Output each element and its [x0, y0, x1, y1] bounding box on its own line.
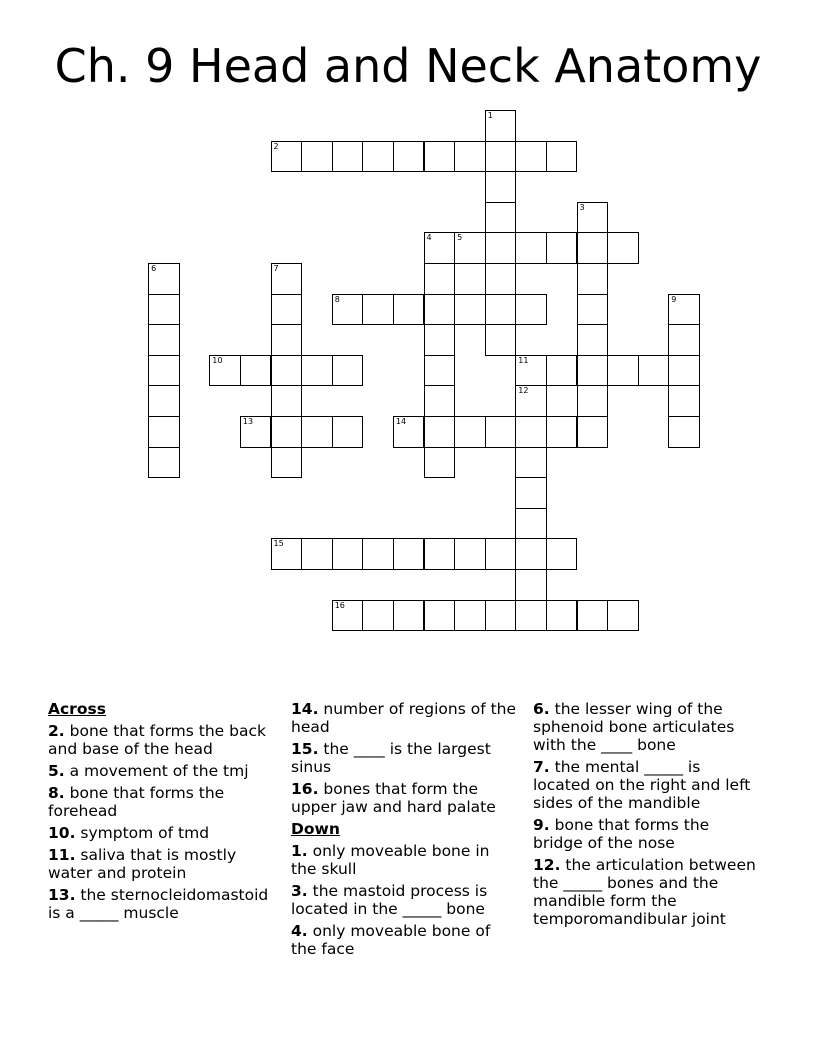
grid-cell[interactable] [148, 416, 180, 448]
grid-cell[interactable] [454, 232, 486, 264]
grid-cell[interactable] [148, 263, 180, 295]
across-clue-8: 8. bone that forms the forehead [48, 784, 225, 820]
grid-cell[interactable] [515, 355, 547, 387]
grid-cell[interactable] [577, 324, 609, 356]
grid-cell[interactable] [668, 324, 700, 356]
grid-cell[interactable] [668, 294, 700, 326]
grid-cell[interactable] [271, 263, 303, 295]
down-clue-12: 12. the articulation between the _____ bones and the mandible form the temporomandibular joint [533, 856, 756, 928]
grid-cell[interactable] [424, 355, 456, 387]
grid-cell[interactable] [271, 447, 303, 479]
grid-cell[interactable] [271, 294, 303, 326]
grid-cell[interactable] [424, 600, 456, 632]
grid-cell[interactable] [148, 294, 180, 326]
grid-cell[interactable] [607, 232, 639, 264]
clue-number: 14 [395, 417, 407, 426]
across-clue-10: 10. symptom of tmd [48, 824, 210, 842]
grid-cell[interactable] [485, 232, 517, 264]
grid-cell[interactable] [454, 294, 486, 326]
clue-column-3 [533, 700, 761, 932]
clue-number: 4 [426, 233, 432, 243]
grid-cell[interactable] [485, 324, 517, 356]
grid-cell[interactable] [301, 141, 333, 173]
grid-cell[interactable] [668, 355, 700, 387]
grid-cell[interactable] [393, 141, 425, 173]
grid-cell[interactable] [424, 324, 456, 356]
grid-cell[interactable] [607, 355, 639, 387]
grid-cell[interactable] [393, 416, 425, 448]
down-clue-9: 9. bone that forms the bridge of the nose [533, 816, 710, 852]
grid-cell[interactable] [332, 416, 364, 448]
grid-cell[interactable] [485, 600, 517, 632]
grid-cell[interactable] [454, 141, 486, 173]
grid-cell[interactable] [485, 294, 517, 326]
grid-cell[interactable] [454, 600, 486, 632]
clue-column-1 [48, 700, 276, 926]
grid-cell[interactable] [424, 141, 456, 173]
clue-number: 6 [151, 264, 157, 273]
grid-cell[interactable] [362, 294, 394, 326]
down-clue-3: 3. the mastoid process is located in the _____ bone [291, 882, 488, 918]
across-clue-16: 16. bones that form the upper jaw and hard palate [291, 780, 496, 816]
grid-cell[interactable] [332, 538, 364, 570]
grid-cell[interactable] [271, 324, 303, 356]
grid-cell[interactable] [577, 416, 609, 448]
grid-cell[interactable] [393, 600, 425, 632]
across-clue-2: 2. bone that forms the back and base of the head [48, 722, 266, 758]
clue-number: 10 [212, 355, 223, 365]
clue-number: 11 [518, 355, 529, 365]
grid-cell[interactable] [454, 538, 486, 570]
grid-cell[interactable] [515, 508, 547, 540]
grid-cell[interactable] [546, 538, 578, 570]
grid-cell[interactable] [485, 171, 517, 203]
across-clue-5: 5. a movement of the tmj [48, 762, 249, 780]
grid-cell[interactable] [607, 600, 639, 632]
down-clue-6: 6. the lesser wing of the sphenoid bone articulates with the ____ bone [533, 700, 735, 754]
grid-cell[interactable] [515, 141, 547, 173]
grid-cell[interactable] [577, 263, 609, 295]
grid-cell[interactable] [424, 385, 456, 417]
grid-cell[interactable] [148, 385, 180, 417]
down-clue-4: 4. only moveable bone of the face [291, 922, 491, 958]
across-clue-15: 15. the ____ is the largest sinus [291, 740, 491, 776]
grid-cell[interactable] [515, 447, 547, 479]
clue-number: 16 [334, 600, 345, 610]
grid-cell[interactable] [271, 385, 303, 417]
grid-cell[interactable] [362, 600, 394, 632]
grid-cell[interactable] [240, 355, 272, 387]
grid-cell[interactable] [271, 538, 303, 570]
grid-cell[interactable] [148, 447, 180, 479]
clue-number: 8 [334, 294, 340, 304]
grid-cell[interactable] [424, 232, 456, 264]
grid-cell[interactable] [332, 141, 364, 173]
grid-cell[interactable] [515, 385, 547, 417]
across-clue-11: 11. saliva that is mostly water and protein [48, 846, 237, 882]
grid-cell[interactable] [546, 141, 578, 173]
grid-cell[interactable] [301, 416, 333, 448]
grid-cell[interactable] [515, 477, 547, 509]
grid-cell[interactable] [301, 538, 333, 570]
clue-column-2 [291, 700, 519, 962]
grid-cell[interactable] [271, 355, 303, 387]
grid-cell[interactable] [454, 416, 486, 448]
grid-cell[interactable] [332, 355, 364, 387]
grid-cell[interactable] [424, 538, 456, 570]
grid-cell[interactable] [546, 355, 578, 387]
grid-cell[interactable] [393, 538, 425, 570]
grid-cell[interactable] [515, 232, 547, 264]
grid-cell[interactable] [332, 600, 364, 632]
grid-cell[interactable] [424, 294, 456, 326]
grid-cell[interactable] [209, 355, 241, 387]
grid-cell[interactable] [424, 416, 456, 448]
grid-cell[interactable] [148, 324, 180, 356]
grid-cell[interactable] [577, 385, 609, 417]
grid-cell[interactable] [515, 416, 547, 448]
clue-number: 3 [579, 202, 585, 212]
grid-cell[interactable] [424, 447, 456, 479]
grid-cell[interactable] [271, 416, 303, 448]
grid-cell[interactable] [515, 538, 547, 570]
down-heading: Down [291, 820, 340, 838]
grid-cell[interactable] [301, 355, 333, 387]
grid-cell[interactable] [485, 263, 517, 295]
clue-number: 12 [518, 386, 529, 396]
across-clue-13: 13. the sternocleidomastoid is a _____ muscle [48, 886, 269, 922]
puzzle-title: Ch. 9 Head and Neck Anatomy [54, 39, 762, 93]
grid-cell[interactable] [577, 600, 609, 632]
grid-cell[interactable] [515, 294, 547, 326]
grid-cell[interactable] [485, 202, 517, 234]
across-heading: Across [48, 700, 106, 718]
grid-cell[interactable] [362, 538, 394, 570]
down-clue-7: 7. the mental _____ is located on the right and left sides of the mandible [533, 758, 751, 812]
grid-cell[interactable] [577, 202, 609, 234]
grid-cell[interactable] [485, 110, 517, 142]
clue-number: 1 [487, 111, 493, 120]
grid-cell[interactable] [393, 294, 425, 326]
grid-cell[interactable] [362, 141, 394, 173]
down-clue-1: 1. only moveable bone in the skull [291, 842, 490, 878]
grid-cell[interactable] [485, 141, 517, 173]
grid-cell[interactable] [424, 263, 456, 295]
across-clue-14: 14. number of regions of the head [291, 700, 517, 736]
grid-cell[interactable] [546, 600, 578, 632]
grid-cell[interactable] [638, 355, 670, 387]
grid-cell[interactable] [240, 416, 272, 448]
clue-number: 9 [671, 294, 677, 304]
grid-cell[interactable] [485, 538, 517, 570]
grid-cell[interactable] [577, 294, 609, 326]
clue-number: 7 [273, 264, 279, 273]
grid-cell[interactable] [577, 355, 609, 387]
grid-cell[interactable] [668, 416, 700, 448]
grid-cell[interactable] [148, 355, 180, 387]
grid-cell[interactable] [332, 294, 364, 326]
clue-number: 13 [242, 417, 254, 426]
grid-cell[interactable] [668, 385, 700, 417]
grid-cell[interactable] [546, 416, 578, 448]
clue-number: 5 [457, 233, 463, 243]
grid-cell[interactable] [271, 141, 303, 173]
grid-cell[interactable] [515, 569, 547, 601]
clue-number: 2 [273, 141, 279, 151]
grid-cell[interactable] [546, 232, 578, 264]
grid-cell[interactable] [515, 600, 547, 632]
clue-number: 15 [273, 539, 284, 549]
grid-cell[interactable] [577, 232, 609, 264]
grid-cell[interactable] [485, 416, 517, 448]
